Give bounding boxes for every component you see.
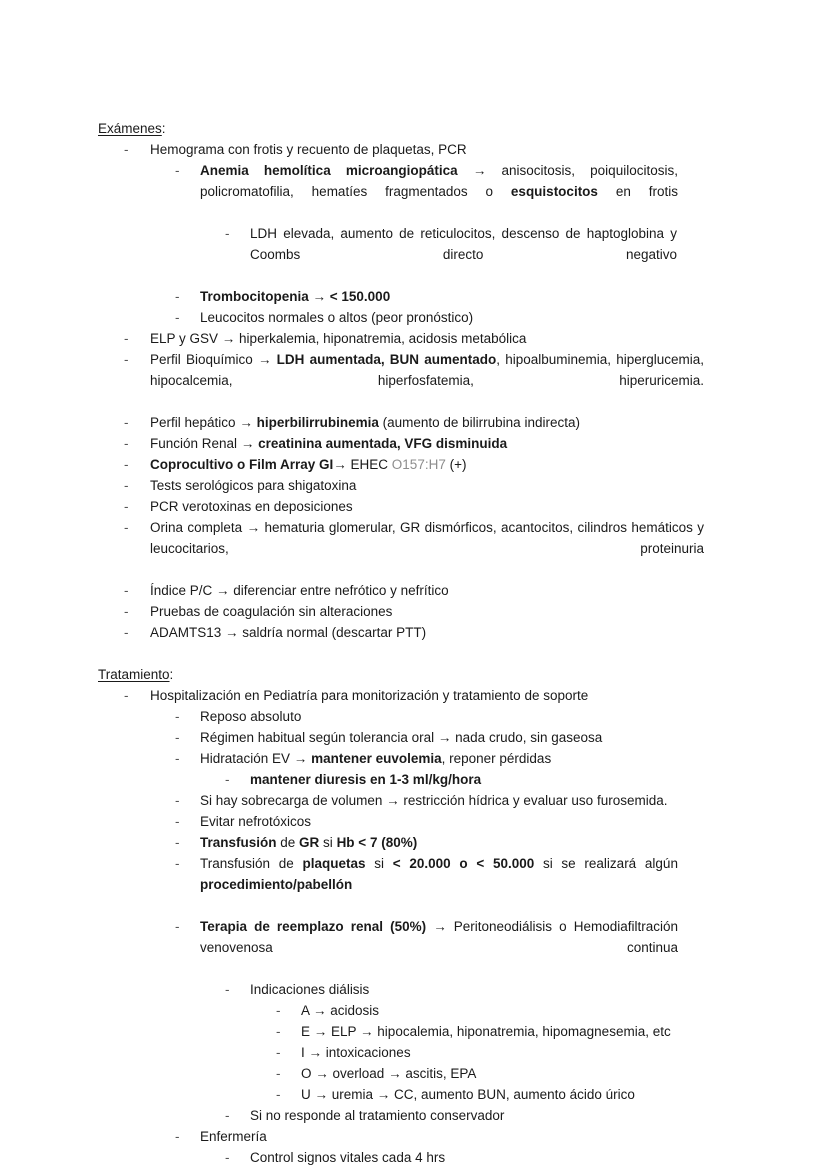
list-item — [98, 454, 730, 475]
list-item-text: A → acidosis — [301, 1003, 380, 1018]
list-item-text: ELP y GSV → hiperkalemia, hiponatremia, acidosis metabólica — [150, 331, 527, 346]
bullet-marker: - — [124, 478, 129, 493]
list-item — [98, 832, 730, 853]
list-item-text: PCR verotoxinas en deposiciones — [150, 499, 353, 514]
list-item — [98, 496, 730, 517]
list-item — [98, 916, 730, 979]
list-item-text: Hemograma con frotis y recuento de plaquetas, PCR — [150, 142, 467, 157]
bullet-marker: - — [225, 1150, 230, 1165]
list-item — [98, 727, 730, 748]
list-item-text: Reposo absoluto — [200, 709, 302, 724]
list-item — [98, 1063, 730, 1084]
section-heading-suffix: : — [169, 667, 174, 682]
list-item-text: Perfil hepático → hiperbilirrubinemia (aumento de bilirrubina indirecta) — [150, 415, 580, 430]
bullet-marker: - — [124, 604, 129, 619]
list-item — [98, 160, 730, 223]
section-heading-label: Exámenes — [98, 121, 162, 136]
list-item-text: Terapia de reemplazo renal (50%) → Peritoneodiálisis o Hemodiafiltración venovenosa continua — [200, 919, 678, 955]
list-item — [98, 433, 730, 454]
list-item-text: Si hay sobrecarga de volumen → restricción hídrica y evaluar uso furosemida. — [200, 793, 668, 808]
list-item — [98, 1147, 730, 1168]
list-item — [98, 349, 730, 412]
list-item-text: Coprocultivo o Film Array GI→ EHEC O157:H7 (+) — [150, 457, 467, 472]
bullet-marker: - — [175, 793, 180, 808]
list-item-text: Función Renal → creatinina aumentada, VFG disminuida — [150, 436, 508, 451]
list-item — [98, 412, 730, 433]
list-item — [98, 790, 730, 811]
list-item-text: Si no responde al tratamiento conservador — [250, 1108, 505, 1123]
bullet-marker: - — [225, 982, 230, 997]
list-item — [98, 1084, 730, 1105]
section-spacer — [98, 643, 730, 664]
list-item — [98, 811, 730, 832]
section-heading-suffix: : — [161, 121, 166, 136]
bullet-marker: - — [175, 1129, 180, 1144]
bullet-marker: - — [175, 751, 180, 766]
bullet-marker: - — [175, 163, 180, 178]
list-item-text: Trombocitopenia → < 150.000 — [200, 289, 391, 304]
list-item — [98, 1021, 730, 1042]
list-item-text: Evitar nefrotóxicos — [200, 814, 312, 829]
list-item-text: U → uremia → CC, aumento BUN, aumento ácido úrico — [301, 1087, 635, 1102]
bullet-marker: - — [175, 310, 180, 325]
list-item-text: Orina completa → hematuria glomerular, GR dismórficos, acantocitos, cilindros hemáticos y leucocitarios, proteinuria — [150, 520, 705, 556]
list-item — [98, 475, 730, 496]
list-item-text: Índice P/C → diferenciar entre nefrótico y nefrítico — [150, 583, 449, 598]
bullet-marker: - — [175, 730, 180, 745]
list-item-text: O → overload → ascitis, EPA — [301, 1066, 477, 1081]
list-item-text: Anemia hemolítica microangiopática → anisocitosis, poiquilocitosis, policromatofilia, hematíes fragmentados o esquistocitos en frotis — [200, 163, 678, 199]
bullet-marker: - — [124, 499, 129, 514]
list-item-text: ADAMTS13 → saldría normal (descartar PTT) — [150, 625, 427, 640]
list-item — [98, 580, 730, 601]
list-item — [98, 328, 730, 349]
bullet-marker: - — [276, 1066, 281, 1081]
list-item-text: Tests serológicos para shigatoxina — [150, 478, 357, 493]
list-item-text: Transfusión de plaquetas si < 20.000 o < 50.000 si se realizará algún procedimiento/pabellón — [200, 856, 678, 892]
bullet-marker: - — [124, 142, 129, 157]
bullet-marker: - — [175, 709, 180, 724]
bullet-marker: - — [276, 1024, 281, 1039]
bullet-marker: - — [124, 436, 129, 451]
bullet-marker: - — [225, 772, 230, 787]
bullet-marker: - — [276, 1003, 281, 1018]
list-item-text: mantener diuresis en 1-3 ml/kg/hora — [250, 772, 482, 787]
list-item — [98, 979, 730, 1000]
list-item — [98, 1105, 730, 1126]
bullet-marker: - — [276, 1087, 281, 1102]
list-item-text: Indicaciones diálisis — [250, 982, 370, 997]
list-item-text: Control signos vitales cada 4 hrs — [250, 1150, 446, 1165]
bullet-marker: - — [124, 352, 129, 367]
list-item — [98, 685, 730, 706]
bullet-marker: - — [175, 835, 180, 850]
bullet-marker: - — [225, 226, 230, 241]
section-heading-examenes — [98, 118, 730, 139]
bullet-marker: - — [175, 289, 180, 304]
list-item — [98, 1126, 730, 1147]
bullet-marker: - — [124, 520, 129, 535]
list-item-text: Hospitalización en Pediatría para monitorización y tratamiento de soporte — [150, 688, 589, 703]
list-item — [98, 853, 730, 916]
bullet-marker: - — [175, 814, 180, 829]
list-item-text: Enfermería — [200, 1129, 267, 1144]
list-item-text: LDH elevada, aumento de reticulocitos, descenso de haptoglobina y Coombs directo negativo — [250, 226, 677, 262]
list-item — [98, 622, 730, 643]
section-heading-tratamiento — [98, 664, 730, 685]
bullet-marker: - — [124, 625, 129, 640]
list-item-text: E → ELP → hipocalemia, hiponatremia, hipomagnesemia, etc — [301, 1024, 671, 1039]
list-item — [98, 706, 730, 727]
list-item — [98, 601, 730, 622]
bullet-marker: - — [124, 415, 129, 430]
bullet-marker: - — [276, 1045, 281, 1060]
section-heading-label: Tratamiento — [98, 667, 170, 682]
bullet-marker: - — [225, 1108, 230, 1123]
bullet-marker: - — [124, 688, 129, 703]
list-item — [98, 1042, 730, 1063]
bullet-marker: - — [124, 331, 129, 346]
list-item-text: Leucocitos normales o altos (peor pronóstico) — [200, 310, 474, 325]
bullet-marker: - — [175, 856, 180, 871]
list-item-text: Transfusión de GR si Hb < 7 (80%) — [200, 835, 418, 850]
document-body — [98, 118, 730, 1168]
list-item — [98, 1000, 730, 1021]
list-item — [98, 748, 730, 769]
bullet-marker: - — [124, 457, 129, 472]
list-item — [98, 769, 730, 790]
bullet-marker: - — [124, 583, 129, 598]
list-item — [98, 517, 730, 580]
list-item-text: I → intoxicaciones — [301, 1045, 411, 1060]
list-item — [98, 286, 730, 307]
list-item-text: Hidratación EV → mantener euvolemia, reponer pérdidas — [200, 751, 552, 766]
list-item-text: Perfil Bioquímico → LDH aumentada, BUN aumentado, hipoalbuminemia, hiperglucemia, hipocalcemia, hiperfosfatemia, hiperuricemia. — [150, 352, 704, 388]
list-item — [98, 139, 730, 160]
bullet-marker: - — [175, 919, 180, 934]
list-item-text: Régimen habitual según tolerancia oral → nada crudo, sin gaseosa — [200, 730, 603, 745]
list-item-text: Pruebas de coagulación sin alteraciones — [150, 604, 393, 619]
list-item — [98, 223, 730, 286]
list-item — [98, 307, 730, 328]
